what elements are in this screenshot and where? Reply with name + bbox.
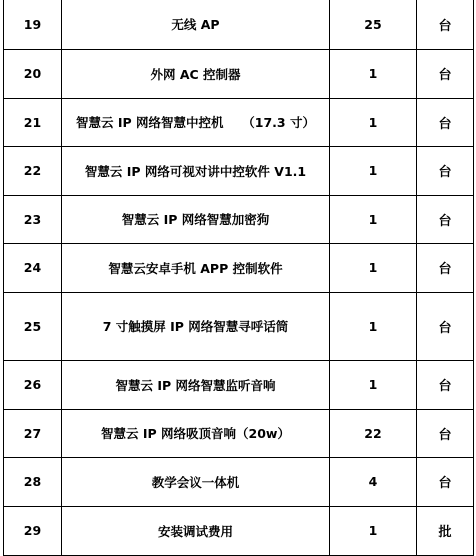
item-name: 安装调试费用 — [62, 506, 330, 555]
table-row — [4, 0, 474, 49]
row-number: 27 — [4, 409, 62, 457]
item-name: 智慧云 IP 网络智慧加密狗 — [62, 195, 330, 243]
item-name: 外网 AC 控制器 — [62, 49, 330, 98]
item-quantity: 1 — [330, 360, 417, 409]
table-row — [4, 360, 474, 409]
item-quantity: 1 — [330, 243, 417, 292]
item-name: 无线 AP — [62, 0, 330, 49]
item-name: 智慧云 IP 网络可视对讲中控软件 V1.1 — [62, 146, 330, 195]
table-row — [4, 292, 474, 360]
item-name: 智慧云 IP 网络智慧监听音响 — [62, 360, 330, 409]
table-row — [4, 98, 474, 146]
item-unit: 台 — [417, 146, 474, 195]
row-number: 23 — [4, 195, 62, 243]
table-row — [4, 409, 474, 457]
table-row — [4, 457, 474, 506]
table-row — [4, 195, 474, 243]
item-quantity: 1 — [330, 146, 417, 195]
row-number: 20 — [4, 49, 62, 98]
item-quantity: 4 — [330, 457, 417, 506]
row-number: 26 — [4, 360, 62, 409]
row-number: 25 — [4, 292, 62, 360]
item-unit: 台 — [417, 0, 474, 49]
item-quantity: 1 — [330, 98, 417, 146]
item-name: 智慧云安卓手机 APP 控制软件 — [62, 243, 330, 292]
row-number: 19 — [4, 0, 62, 49]
equipment-table-body — [4, 0, 474, 555]
row-number: 21 — [4, 98, 62, 146]
item-name: 7 寸触摸屏 IP 网络智慧寻呼话筒 — [62, 292, 330, 360]
item-unit: 台 — [417, 292, 474, 360]
row-number: 29 — [4, 506, 62, 555]
item-unit: 台 — [417, 98, 474, 146]
item-quantity: 1 — [330, 195, 417, 243]
item-name: 智慧云 IP 网络吸顶音响（20w） — [62, 409, 330, 457]
item-unit: 批 — [417, 506, 474, 555]
table-row — [4, 506, 474, 555]
item-unit: 台 — [417, 457, 474, 506]
item-unit: 台 — [417, 360, 474, 409]
item-quantity: 1 — [330, 49, 417, 98]
item-unit: 台 — [417, 49, 474, 98]
table-row — [4, 243, 474, 292]
equipment-table — [3, 0, 474, 556]
item-quantity: 22 — [330, 409, 417, 457]
item-name: 智慧云 IP 网络智慧中控机 （17.3 寸） — [62, 98, 330, 146]
item-quantity: 25 — [330, 0, 417, 49]
table-row — [4, 49, 474, 98]
item-unit: 台 — [417, 195, 474, 243]
table-row — [4, 146, 474, 195]
row-number: 22 — [4, 146, 62, 195]
item-quantity: 1 — [330, 292, 417, 360]
row-number: 28 — [4, 457, 62, 506]
item-name: 教学会议一体机 — [62, 457, 330, 506]
row-number: 24 — [4, 243, 62, 292]
item-quantity: 1 — [330, 506, 417, 555]
item-unit: 台 — [417, 409, 474, 457]
item-unit: 台 — [417, 243, 474, 292]
